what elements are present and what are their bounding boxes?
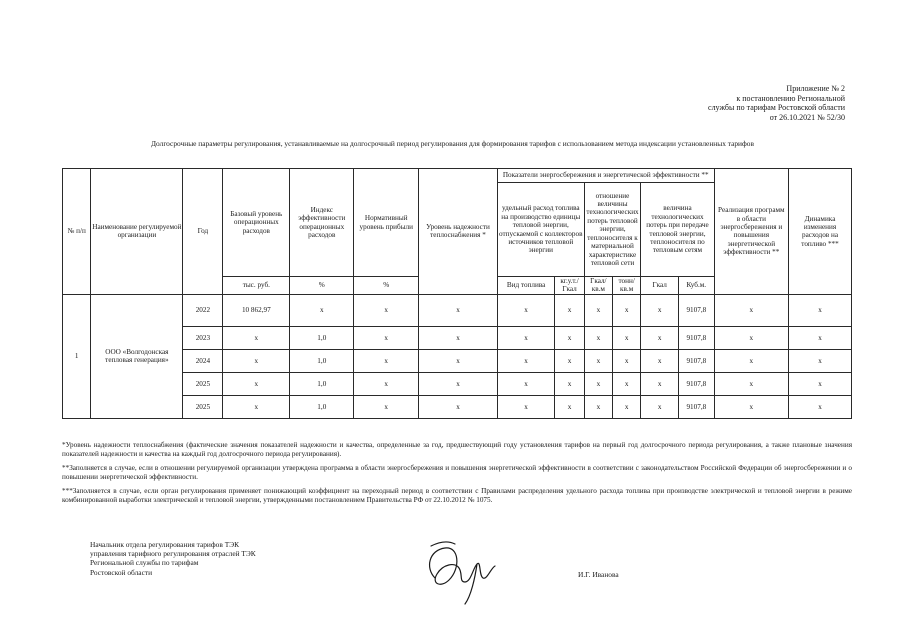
table-cell: х <box>223 372 290 395</box>
table-cell: х <box>584 349 612 372</box>
header-energy-group: Показатели энергосбережения и энергетической эффективности ** <box>497 169 714 183</box>
table-cell: х <box>555 349 584 372</box>
footnote-3: ***Заполняется в случае, если орган регулирования применяет понижающий коэффициент на переходный период в соответствии с Правилами распределения удельного расхода топлива при производстве электрической и тепловой энергии в режиме комбинированной выработки электрической и тепловой энергии, утвержденными постановлением Правительства РФ от 22.10.2012 № 1075. <box>62 486 852 505</box>
header-losses: величина технологических потерь при передаче тепловой энергии, теплоносителя по тепловым сетям <box>641 183 714 277</box>
unit-loss-ratio-2: тонн/кв.м <box>613 277 641 295</box>
table-cell: х <box>497 372 555 395</box>
header-num: № п/п <box>63 169 91 295</box>
table-cell: х <box>714 349 788 372</box>
table-cell: х <box>223 395 290 418</box>
footnotes <box>62 441 852 509</box>
table-cell: 2023 <box>183 326 223 349</box>
table-cell: х <box>641 349 679 372</box>
header-year: Год <box>183 169 223 295</box>
table-cell: 9107,8 <box>679 294 715 326</box>
table-cell: х <box>641 372 679 395</box>
table-cell: х <box>419 349 498 372</box>
header-fuel-rate: удельный расход топлива на производство единицы тепловой энергии, отпускаемой с коллекторов источников тепловой энергии <box>497 183 584 277</box>
table-cell: х <box>641 395 679 418</box>
table-cell: х <box>714 395 788 418</box>
table-cell: х <box>290 294 354 326</box>
table-cell: х <box>613 294 641 326</box>
table-cell: 9107,8 <box>679 326 715 349</box>
table-cell: х <box>613 349 641 372</box>
table-cell: 2022 <box>183 294 223 326</box>
signatory-line-1: Начальник отдела регулирования тарифов ТЭК <box>90 540 240 549</box>
parameters-table <box>62 168 852 419</box>
unit-base: тыс. руб. <box>223 277 290 295</box>
table-cell: х <box>714 294 788 326</box>
table-cell: 9107,8 <box>679 349 715 372</box>
annex-header <box>615 84 845 122</box>
table-cell: 2025 <box>183 372 223 395</box>
table-cell: х <box>419 326 498 349</box>
table-cell: х <box>613 372 641 395</box>
table-cell: х <box>354 326 419 349</box>
table-cell: х <box>419 294 498 326</box>
table-cell: х <box>223 349 290 372</box>
footnote-2: **Заполняется в случае, если в отношении регулируемой организации утверждена программа в области энергосбережения и повышения энергетической эффективности в соответствии с законодательством Российской Федерации об энергосбережении и о повышении энергетической эффективности. <box>62 463 852 482</box>
header-org: Наименование регулируемой организации <box>91 169 183 295</box>
unit-index: % <box>290 277 354 295</box>
unit-losses: Гкал <box>641 277 679 295</box>
table-cell: х <box>641 294 679 326</box>
signer-name: И.Г. Иванова <box>578 570 619 579</box>
signatory-line-3: Региональной службы по тарифам <box>90 558 199 568</box>
table-cell: х <box>354 395 419 418</box>
annex-line-3: службы по тарифам Ростовской области <box>708 103 845 113</box>
table-cell: х <box>789 395 852 418</box>
annex-line-4: от 26.10.2021 № 52/30 <box>769 112 845 122</box>
table-cell: х <box>419 395 498 418</box>
table-cell: х <box>497 294 555 326</box>
table-cell: 2024 <box>183 349 223 372</box>
unit-fuel-type: Вид топлива <box>497 277 555 295</box>
unit-fuel: кг.у.т./Гкал <box>555 277 584 295</box>
org-name: ООО «Волгодонская тепловая генерация» <box>91 294 183 418</box>
table-cell: х <box>555 372 584 395</box>
table-cell: х <box>354 372 419 395</box>
table-cell: 2025 <box>183 395 223 418</box>
header-base: Базовый уровень операционных расходов <box>223 169 290 277</box>
unit-losses-2: Куб.м. <box>679 277 715 295</box>
table-cell: х <box>641 326 679 349</box>
table-cell: х <box>555 294 584 326</box>
table-cell: х <box>789 326 852 349</box>
table-cell: х <box>584 395 612 418</box>
table-cell: 1,0 <box>290 395 354 418</box>
header-index: Индекс эффективности операционных расходов <box>290 169 354 277</box>
header-loss-ratio: отношение величины технологических потерь тепловой энергии, теплоносителя к материальной характеристике тепловой сети <box>584 183 641 277</box>
table-cell: х <box>223 326 290 349</box>
table-cell: х <box>613 395 641 418</box>
table-cell: х <box>497 349 555 372</box>
table-cell: 1,0 <box>290 372 354 395</box>
table-cell: х <box>354 349 419 372</box>
table-cell: х <box>555 395 584 418</box>
table-cell: х <box>584 372 612 395</box>
table-cell: 10 862,97 <box>223 294 290 326</box>
header-profit: Нормативный уровень прибыли <box>354 169 419 277</box>
table-cell: х <box>555 326 584 349</box>
table-cell: х <box>789 349 852 372</box>
unit-loss-ratio: Гкал/кв.м <box>584 277 612 295</box>
table-cell: х <box>419 372 498 395</box>
document-title: Долгосрочные параметры регулирования, устанавливаемые на долгосрочный период регулирования для формирования тарифов с использованием метода индексации установленных тарифов <box>151 139 754 148</box>
signatory-block <box>90 540 256 577</box>
header-dynamics: Динамика изменения расходов на топливо *** <box>789 169 852 295</box>
table-cell: х <box>584 326 612 349</box>
table-cell: х <box>789 372 852 395</box>
handwritten-signature <box>415 538 525 610</box>
signatory-line-4: Ростовской области <box>90 567 153 577</box>
signatory-line-2: управления тарифного регулирования отраслей ТЭК <box>90 549 256 559</box>
table-cell: х <box>497 326 555 349</box>
footnote-1: *Уровень надежности теплоснабжения (фактические значения показателей надежности и качества, определенные за год, предшествующий году установления тарифов на первый год долгосрочного периода регулирования, а также плановые значения показателей надежности и качества на каждый год долгосрочного периода регулирования). <box>62 441 852 459</box>
table-cell: х <box>613 326 641 349</box>
table-cell: 1,0 <box>290 349 354 372</box>
annex-line-1: Приложение № 2 <box>786 84 845 93</box>
table-cell: х <box>354 294 419 326</box>
header-programs: Реализация программ в области энергосбережения и повышения энергетической эффективности ** <box>714 169 788 295</box>
annex-line-2: к постановлению Региональной <box>736 93 845 103</box>
table-cell: 9107,8 <box>679 395 715 418</box>
table-cell: х <box>584 294 612 326</box>
table-cell: х <box>714 372 788 395</box>
table-cell: х <box>497 395 555 418</box>
unit-profit: % <box>354 277 419 295</box>
table-cell: х <box>789 294 852 326</box>
table-cell: 9107,8 <box>679 372 715 395</box>
table-cell: 1,0 <box>290 326 354 349</box>
table-cell: х <box>714 326 788 349</box>
row-number: 1 <box>63 294 91 418</box>
header-reliability: Уровень надежности теплоснабжения * <box>419 169 498 295</box>
